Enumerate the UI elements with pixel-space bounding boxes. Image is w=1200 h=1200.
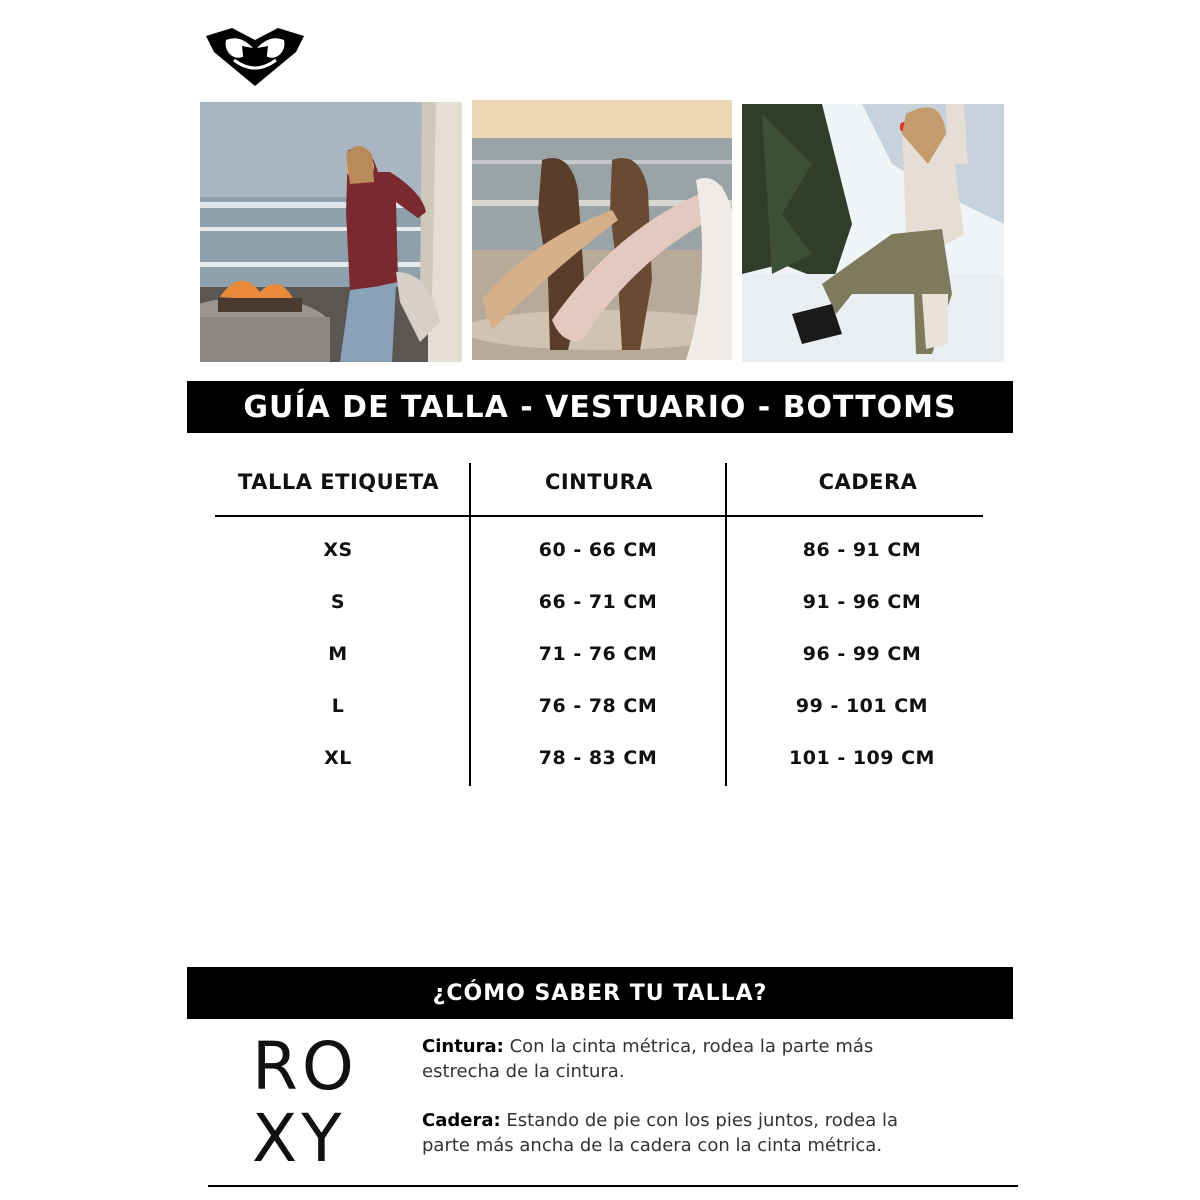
footer-divider (208, 1185, 1018, 1187)
size-cell: XL (324, 747, 352, 769)
size-cell: XS (323, 539, 353, 561)
hip-cell: 86 - 91 CM (802, 539, 922, 561)
size-cell: M (328, 643, 348, 665)
size-cell: S (330, 591, 346, 613)
waist-cell: 76 - 78 CM (538, 695, 658, 717)
waist-instruction (422, 1034, 932, 1084)
column-header-hip: CADERA (818, 470, 918, 494)
column-divider (469, 463, 471, 786)
waist-instruction-text: Con la cinta métrica, rodea la parte más estrecha de la cintura. (422, 1036, 874, 1082)
column-header-waist: CINTURA (544, 470, 654, 494)
size-guide-title: GUÍA DE TALLA - VESTUARIO - BOTTOMS (243, 389, 957, 425)
brand-wordmark-line-2: XY (252, 1100, 346, 1177)
surfers-beach-photo (472, 100, 732, 360)
how-to-measure-title: ¿CÓMO SABER TU TALLA? (432, 980, 768, 1006)
column-divider (725, 463, 727, 786)
hip-cell: 99 - 101 CM (795, 695, 929, 717)
brand-wordmark-line-1: RO (252, 1028, 358, 1105)
waist-cell: 66 - 71 CM (538, 591, 658, 613)
hip-cell: 101 - 109 CM (789, 747, 935, 769)
size-cell: L (331, 695, 345, 717)
hip-instruction-text: Estando de pie con los pies juntos, rodea la parte más ancha de la cadera con la cinta métrica. (422, 1110, 899, 1156)
snowboarder-photo (742, 104, 1004, 362)
beach-bonfire-photo (200, 102, 462, 362)
waist-cell: 71 - 76 CM (538, 643, 658, 665)
hip-instruction-label: Cadera: (422, 1110, 501, 1131)
hip-cell: 91 - 96 CM (802, 591, 922, 613)
roxy-heart-logo-icon (204, 26, 306, 88)
hip-cell: 96 - 99 CM (802, 643, 922, 665)
how-to-measure-banner (187, 967, 1013, 1019)
table-header-divider (215, 515, 983, 517)
waist-cell: 78 - 83 CM (538, 747, 658, 769)
hip-instruction (422, 1108, 932, 1158)
waist-cell: 60 - 66 CM (538, 539, 658, 561)
waist-instruction-label: Cintura: (422, 1036, 504, 1057)
size-guide-title-banner (187, 381, 1013, 433)
column-header-label-size: TALLA ETIQUETA (238, 470, 439, 494)
